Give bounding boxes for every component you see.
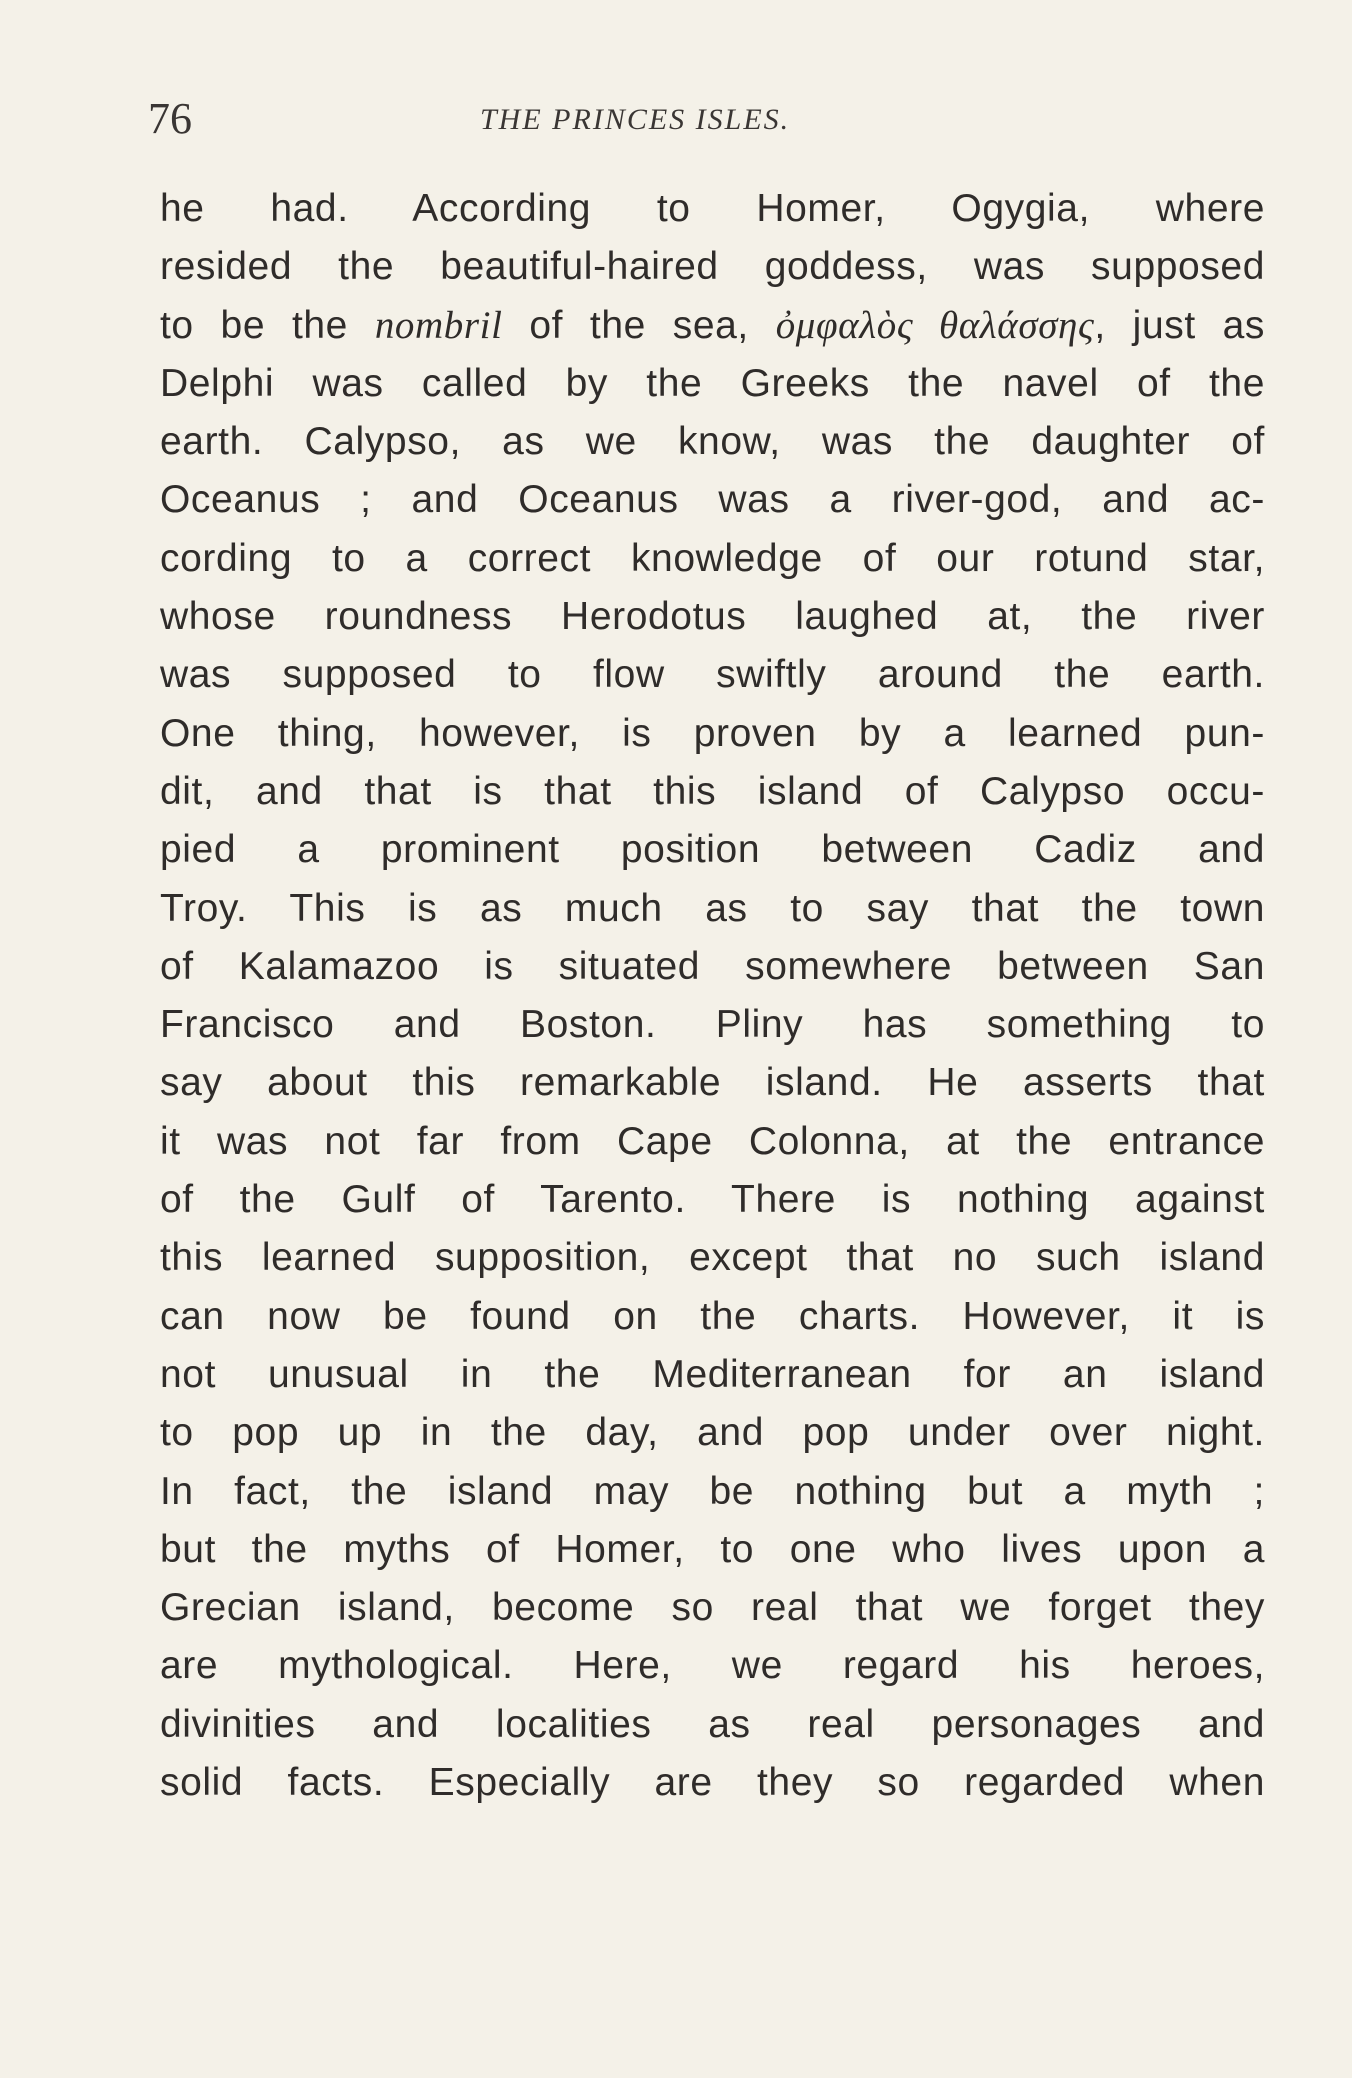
greek-phrase: ὀμφαλὸς θαλάσσης [775, 303, 1095, 347]
body-text [160, 180, 1265, 1812]
italic-word: nombril [374, 303, 503, 347]
text-segment: , just as [1094, 303, 1265, 347]
text-line: Delphi was called by the Greeks the navel of the [160, 361, 1265, 405]
text-line: of Kalamazoo is situated somewhere between San [160, 944, 1265, 988]
text-line: Troy. This is as much as to say that the town [160, 886, 1265, 930]
text-line: whose roundness Herodotus laughed at, the river [160, 595, 1265, 639]
text-line: dit, and that is that this island of Calypso occu- [160, 769, 1265, 813]
text-line: of the Gulf of Tarento. There is nothing against [160, 1178, 1265, 1222]
page-number: 76 [148, 94, 192, 143]
text-line: pied a prominent position between Cadiz and [160, 828, 1265, 872]
text-line: earth. Calypso, as we know, was the daughter of [160, 420, 1265, 464]
text-line: not unusual in the Mediterranean for an island [160, 1352, 1265, 1396]
text-line: can now be found on the charts. However, it is [160, 1294, 1265, 1338]
text-line: divinities and localities as real personages and [160, 1702, 1265, 1746]
text-line: are mythological. Here, we regard his heroes, [160, 1644, 1265, 1688]
text-line: he had. According to Homer, Ogygia, where [160, 187, 1265, 230]
text-line: it was not far from Cape Colonna, at the entrance [160, 1119, 1265, 1163]
text-line: solid facts. Especially are they so regarded when [160, 1761, 1265, 1805]
running-head: THE PRINCES ISLES. [480, 103, 791, 136]
text-segment: of the sea, [502, 303, 776, 347]
text-line [160, 297, 1265, 355]
text-line: Grecian island, become so real that we forget they [160, 1586, 1265, 1630]
text-line: Oceanus ; and Oceanus was a river-god, and ac- [160, 478, 1265, 522]
text-line: say about this remarkable island. He asserts that [160, 1061, 1265, 1105]
text-line: this learned supposition, except that no such island [160, 1236, 1265, 1280]
text-line: Francisco and Boston. Pliny has something to [160, 1003, 1265, 1047]
text-line: resided the beautiful-haired goddess, was supposed [160, 245, 1265, 289]
text-line: cording to a correct knowledge of our rotund star, [160, 536, 1265, 580]
text-segment: to be the [160, 303, 375, 347]
text-line: In fact, the island may be nothing but a myth ; [160, 1469, 1265, 1513]
text-line: but the myths of Homer, to one who lives upon a [160, 1527, 1265, 1571]
text-line: to pop up in the day, and pop under over night. [160, 1411, 1265, 1455]
text-line: was supposed to flow swiftly around the earth. [160, 653, 1265, 697]
text-line: One thing, however, is proven by a learned pun- [160, 711, 1265, 755]
